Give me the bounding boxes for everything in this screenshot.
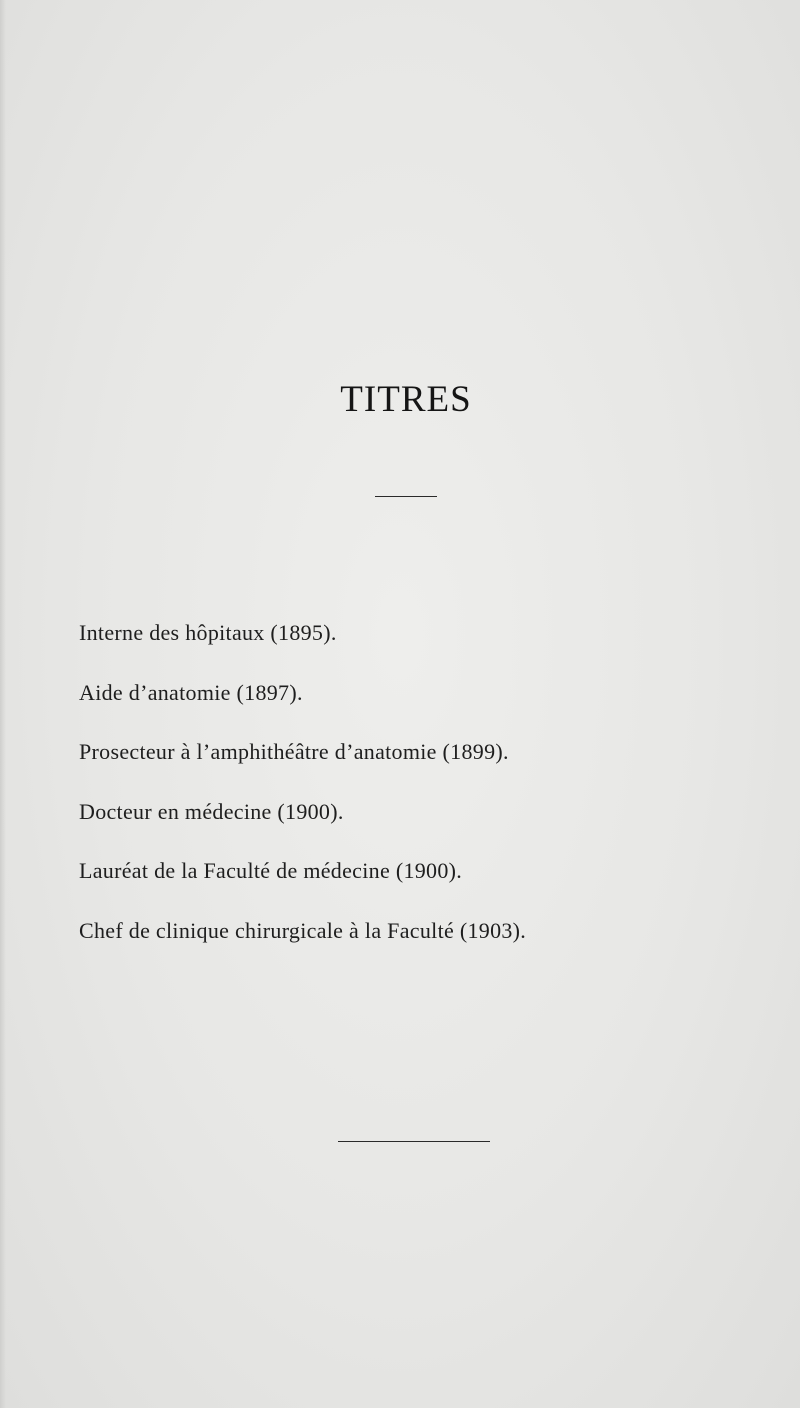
- title-divider: [375, 496, 437, 497]
- list-item: Prosecteur à l’amphithéâtre d’anatomie (1899).: [79, 739, 509, 764]
- closing-divider: [338, 1141, 490, 1142]
- list-item: Aide d’anatomie (1897).: [79, 679, 303, 705]
- titles-list: [79, 618, 526, 975]
- list-item: Docteur en médecine (1900).: [79, 798, 344, 824]
- list-item: Chef de clinique chirurgicale à la Faculté (1903).: [79, 917, 527, 943]
- list-item: Interne des hôpitaux (1895).: [79, 620, 337, 645]
- page-title: TITRES: [340, 379, 472, 420]
- list-item: Lauréat de la Faculté de médecine (1900).: [79, 858, 463, 883]
